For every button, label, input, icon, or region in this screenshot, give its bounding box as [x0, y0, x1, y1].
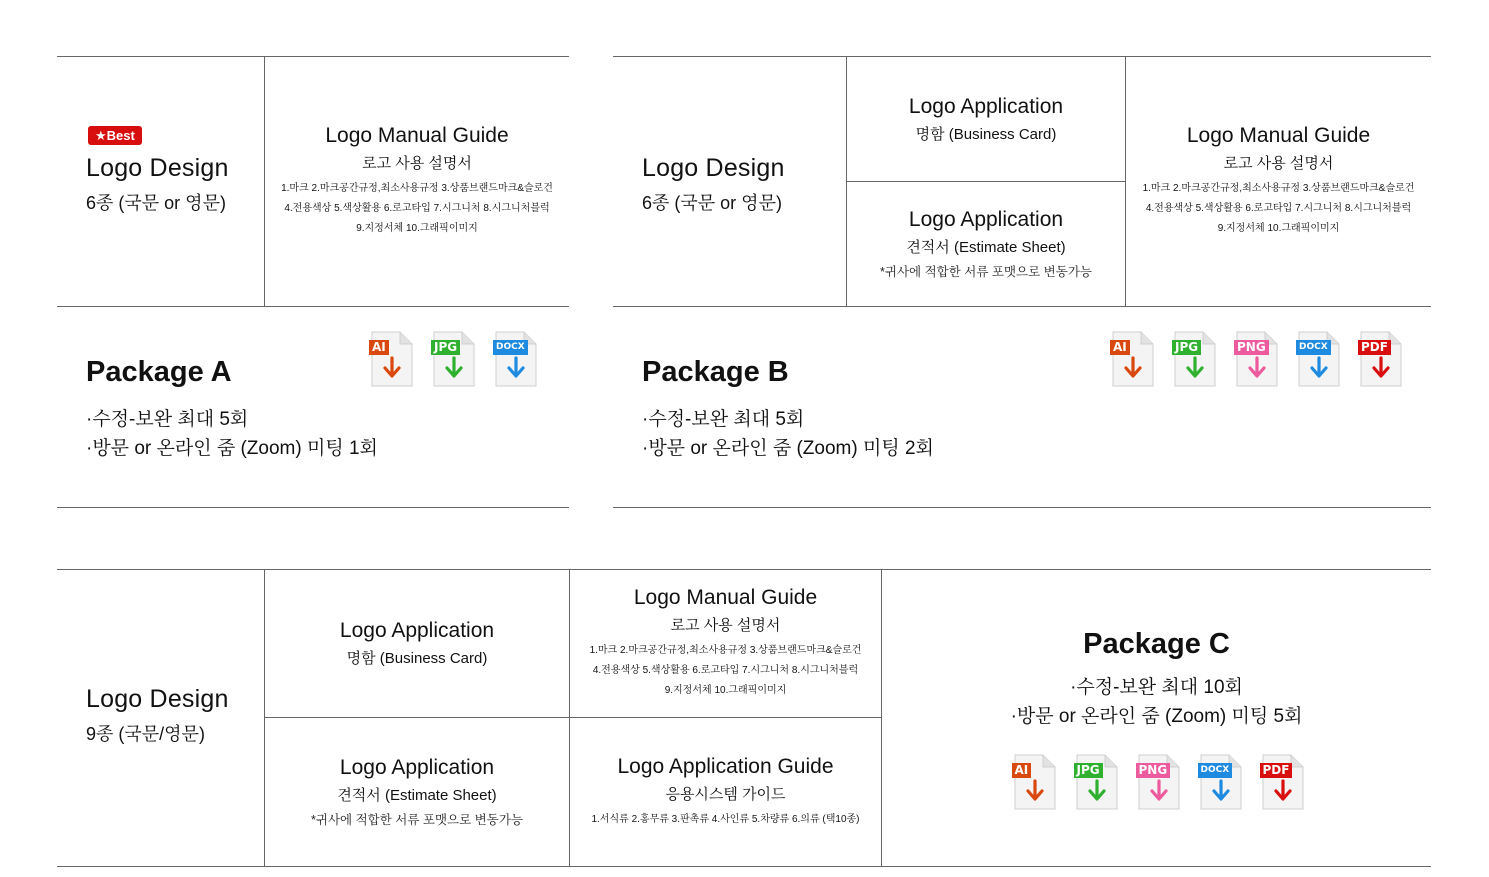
file-format-icons [1107, 330, 1403, 388]
divider [57, 507, 569, 508]
ai-file-icon[interactable] [1107, 330, 1155, 388]
manual-guide-title: Logo Manual Guide [325, 124, 509, 147]
manual-item-line: 1.마크 2.마크공간규정,최소사용규정 3.상품브랜드마크&슬로건 [589, 645, 862, 656]
logo-design-count: 9종 (국문/영문) [86, 724, 205, 744]
feature-revisions: ·수정-보완 최대 5회 [86, 409, 249, 430]
logo-design-title: Logo Design [642, 154, 785, 182]
manual-item-line: 4.전용색상 5.색상활용 6.로고타입 7.시그니처 8.시그니처블럭 [592, 665, 859, 676]
application-guide-subtitle: 응용시스템 가이드 [665, 785, 786, 803]
jpg-file-icon[interactable] [1071, 753, 1119, 811]
manual-item-line: 9.지정서체 10.그래픽이미지 [356, 223, 478, 234]
application-subtitle: 견적서 (Estimate Sheet) [906, 239, 1066, 256]
application-subtitle: 명함 (Business Card) [915, 125, 1057, 143]
application-guide-item-line: 1.서식류 2.홍무류 3.판촉류 4.사인류 5.차량류 6.의류 (택10종) [591, 813, 860, 825]
application-estimate-cell [847, 182, 1125, 306]
logo-design-block [86, 685, 229, 746]
manual-guide-subtitle: 로고 사용 설명서 [670, 617, 781, 634]
divider [57, 306, 569, 307]
application-guide-title: Logo Application Guide [617, 754, 834, 778]
jpg-file-icon[interactable] [1169, 330, 1217, 388]
feature-revisions: ·수정-보완 최대 5회 [642, 409, 805, 430]
divider [613, 507, 1431, 508]
file-format-icons [1009, 753, 1305, 811]
package-name: Package C [1083, 628, 1230, 660]
application-note: *귀사에 적합한 서류 포맷으로 변동가능 [311, 813, 523, 827]
file-format-label: DOCX [493, 340, 528, 355]
file-format-label: JPG [1172, 340, 1201, 355]
application-estimate-cell [265, 718, 569, 866]
manual-guide-title: Logo Manual Guide [633, 586, 818, 609]
best-badge: ★Best [88, 126, 142, 145]
divider [57, 866, 1431, 867]
manual-guide-items [590, 641, 862, 701]
feature-meetings: ·방문 or 온라인 줌 (Zoom) 미팅 5회 [1010, 706, 1303, 727]
package-features [86, 405, 378, 463]
logo-design-count: 6종 (국문 or 영문) [86, 193, 226, 213]
application-subtitle: 명함 (Business Card) [346, 650, 488, 667]
manual-guide-items [281, 179, 553, 239]
application-title: Logo Application [908, 208, 1064, 231]
pdf-file-icon[interactable] [1257, 753, 1305, 811]
docx-file-icon[interactable] [490, 330, 538, 388]
file-format-label: DOCX [1198, 763, 1233, 778]
docx-file-icon[interactable] [1293, 330, 1341, 388]
application-guide-cell [570, 718, 881, 866]
file-format-label: PNG [1136, 763, 1171, 778]
file-format-label: AI [369, 340, 389, 355]
divider [57, 56, 569, 57]
divider [613, 306, 1431, 307]
manual-guide-title: Logo Manual Guide [1186, 124, 1371, 147]
application-title: Logo Application [908, 94, 1064, 118]
feature-revisions: ·수정-보완 최대 10회 [1070, 677, 1243, 698]
logo-design-block [642, 154, 785, 215]
jpg-file-icon[interactable] [428, 330, 476, 388]
file-format-icons [366, 330, 538, 388]
file-format-label: JPG [431, 340, 460, 355]
logo-design-block [86, 154, 229, 215]
manual-item-line: 1.마크 2.마크공간규정,최소사용규정 3.상품브랜드마크&슬로건 [281, 183, 553, 194]
file-format-label: PNG [1234, 340, 1269, 355]
application-title: Logo Application [339, 619, 495, 642]
package-name: Package B [642, 356, 789, 388]
application-card-cell [847, 57, 1125, 181]
file-format-label: PDF [1358, 340, 1391, 355]
manual-guide-subtitle: 로고 사용 설명서 [362, 155, 472, 172]
application-guide-items [591, 810, 859, 830]
manual-guide-subtitle: 로고 사용 설명서 [1223, 155, 1334, 172]
file-format-label: PDF [1260, 763, 1293, 778]
manual-guide-items [1143, 179, 1415, 239]
file-format-label: DOCX [1296, 340, 1331, 355]
file-format-label: AI [1012, 763, 1032, 778]
png-file-icon[interactable] [1231, 330, 1279, 388]
logo-design-count: 6종 (국문 or 영문) [642, 193, 782, 213]
file-format-label: JPG [1074, 763, 1103, 778]
file-format-label: AI [1110, 340, 1130, 355]
manual-item-line: 1.마크 2.마크공간규정,최소사용규정 3.상품브랜드마크&슬로건 [1142, 183, 1415, 194]
png-file-icon[interactable] [1133, 753, 1181, 811]
manual-item-line: 9.지정서체 10.그래픽이미지 [1217, 223, 1340, 234]
application-subtitle: 견적서 (Estimate Sheet) [337, 787, 497, 804]
package-features [642, 405, 934, 463]
package-c-summary [882, 570, 1431, 866]
application-card-cell [265, 570, 569, 717]
manual-guide-cell [1126, 124, 1431, 239]
application-title: Logo Application [339, 756, 495, 779]
manual-guide-cell [265, 124, 569, 239]
manual-item-line: 4.전용색상 5.색상활용 6.로고타입 7.시그니처 8.시그니처블럭 [284, 203, 550, 214]
feature-meetings: ·방문 or 온라인 줌 (Zoom) 미팅 1회 [86, 438, 378, 459]
logo-design-title: Logo Design [86, 685, 229, 713]
logo-design-title: Logo Design [86, 154, 229, 182]
manual-item-line: 9.지정서체 10.그래픽이미지 [664, 685, 787, 696]
package-name: Package A [86, 356, 232, 388]
manual-guide-cell [570, 570, 881, 717]
feature-meetings: ·방문 or 온라인 줌 (Zoom) 미팅 2회 [642, 438, 934, 459]
application-note: *귀사에 적합한 서류 포맷으로 변동가능 [880, 265, 1092, 279]
package-features [1011, 673, 1303, 731]
ai-file-icon[interactable] [1009, 753, 1057, 811]
manual-item-line: 4.전용색상 5.색상활용 6.로고타입 7.시그니처 8.시그니처블럭 [1145, 203, 1412, 214]
pdf-file-icon[interactable] [1355, 330, 1403, 388]
docx-file-icon[interactable] [1195, 753, 1243, 811]
ai-file-icon[interactable] [366, 330, 414, 388]
